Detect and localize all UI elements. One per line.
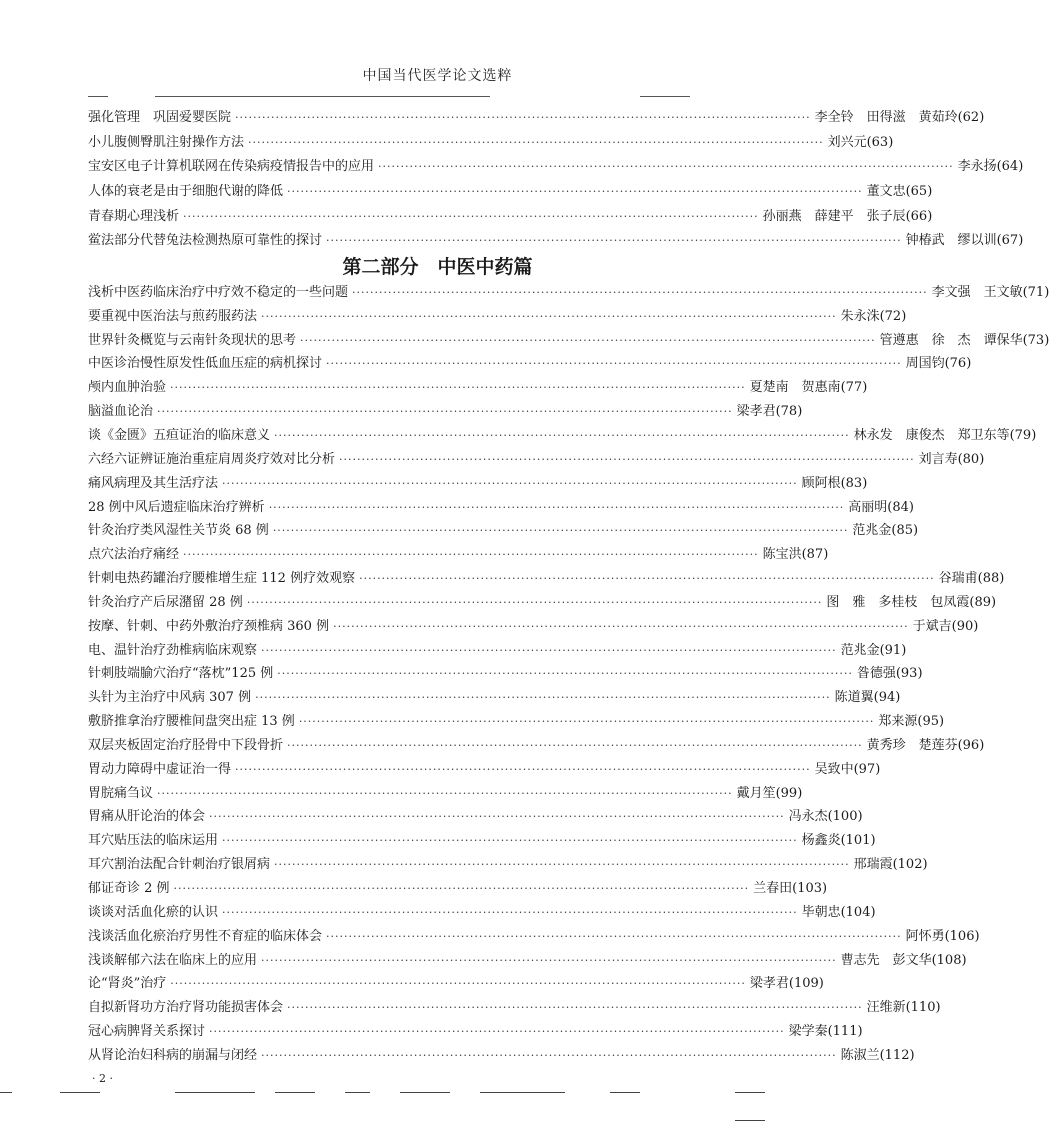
toc-entry: [88, 424, 1037, 448]
entry-authors: 李全铃 田得滋 黄茹玲: [814, 110, 958, 126]
entry-title: 谈谈对活血化瘀的认识: [88, 904, 219, 920]
toc-entry: [88, 180, 933, 205]
entry-title: 自拟新肾功方治疗肾功能损害体会: [88, 1000, 284, 1016]
dot-leader: [277, 666, 853, 682]
toc-entry: [88, 106, 985, 131]
toc-entry: [88, 782, 803, 806]
entry-authors: 昝德强: [856, 666, 896, 682]
entry-page: (64): [996, 159, 1024, 175]
dot-leader: [287, 184, 863, 200]
entry-page: (77): [840, 380, 868, 396]
toc-entry: [88, 972, 824, 996]
entry-page: (62): [957, 110, 985, 126]
entry-title: 宝安区电子计算机联网在传染病疫情报告中的应用: [88, 159, 375, 175]
toc-entry: [88, 1020, 863, 1044]
entry-title: 人体的衰老是由于细胞代谢的降低: [88, 184, 284, 200]
entry-authors: 于斌吉: [912, 618, 952, 634]
dot-leader: [255, 690, 831, 706]
entry-page: (99): [775, 785, 803, 801]
dot-leader: [300, 333, 876, 349]
entry-authors: 李永扬: [957, 159, 997, 175]
entry-title: 胃脘痛刍议: [88, 785, 154, 801]
toc-entry: [88, 281, 1049, 305]
toc-entry: [88, 472, 868, 496]
entry-page: (97): [853, 761, 881, 777]
entry-authors: 陈宝洪: [762, 547, 802, 563]
dot-leader: [261, 643, 837, 659]
entry-title: 强化管理 巩固爱婴医院: [88, 110, 232, 126]
entry-title: 耳穴贴压法的临床运用: [88, 833, 219, 849]
dot-leader: [326, 929, 902, 945]
entry-page: (94): [873, 690, 901, 706]
toc-entry: [88, 663, 923, 687]
dot-leader: [209, 1024, 785, 1040]
entry-authors: 刘兴元: [827, 134, 867, 150]
toc-entry: [88, 1044, 915, 1068]
toc-entry: [88, 877, 828, 901]
dot-leader: [269, 500, 845, 516]
entry-page: (71): [1022, 284, 1049, 300]
entry-title: 论“肾炎”治疗: [88, 976, 167, 992]
entry-authors: 曹志先 彭文华: [840, 952, 932, 968]
entry-authors: 戴月笙: [736, 785, 776, 801]
entry-authors: 范兆金: [840, 642, 880, 658]
dot-leader: [261, 1048, 837, 1064]
entry-authors: 杨鑫炎: [801, 833, 841, 849]
dot-leader: [222, 476, 798, 492]
dot-leader: [326, 233, 902, 249]
dot-leader: [359, 571, 935, 587]
entry-authors: 高丽明: [848, 499, 888, 515]
dot-leader: [378, 159, 954, 175]
entry-authors: 周国钧: [905, 356, 945, 372]
entry-title: 郁证奇诊 2 例: [88, 881, 170, 897]
entry-page: (63): [866, 134, 894, 150]
toc-entry: [88, 155, 1024, 180]
entry-page: (89): [969, 594, 997, 610]
entry-title: 六经六证辨证施治重症肩周炎疗效对比分析: [88, 451, 336, 467]
entry-authors: 汪维新: [866, 1000, 906, 1016]
toc-entry: [88, 591, 997, 615]
toc-entry: [88, 567, 1005, 591]
scan-artifact: [275, 1092, 315, 1093]
toc-entry: [88, 376, 868, 400]
entry-page: (66): [905, 208, 933, 224]
dot-leader: [183, 209, 759, 225]
entry-authors: 朱永洙: [840, 308, 880, 324]
dot-leader: [183, 547, 759, 563]
entry-page: (108): [931, 952, 967, 968]
entry-authors: 陈淑兰: [840, 1047, 880, 1063]
entry-title: 痛风病理及其生活疗法: [88, 475, 219, 491]
dot-leader: [287, 738, 863, 754]
entry-authors: 毕朝忠: [801, 904, 841, 920]
dot-leader: [157, 404, 733, 420]
dot-leader: [174, 881, 750, 897]
dot-leader: [274, 857, 850, 873]
entry-page: (85): [891, 523, 919, 539]
entry-page: (76): [944, 356, 972, 372]
toc-entry: [88, 806, 863, 830]
dot-leader: [235, 110, 811, 126]
entry-title: 脑溢血论治: [88, 404, 154, 420]
entry-page: (84): [887, 499, 914, 515]
header-rule: [155, 96, 490, 97]
entry-authors: 李文强 王文敏: [931, 284, 1023, 300]
entry-title: 胃痛从肝论治的体会: [88, 809, 206, 825]
dot-leader: [235, 762, 811, 778]
toc-entry: [88, 543, 829, 567]
entry-page: (80): [957, 451, 985, 467]
toc-entry: [88, 710, 945, 734]
entry-page: (87): [801, 547, 829, 563]
header-rule: [88, 96, 108, 97]
entry-title: 浅谈解郁六法在临床上的应用: [88, 952, 258, 968]
entry-page: (93): [895, 666, 923, 682]
toc-entry: [88, 615, 979, 639]
entry-title: 小儿腹侧臀肌注射操作方法: [88, 134, 245, 150]
entry-title: 青春期心理浅析: [88, 208, 180, 224]
entry-title: 中医诊治慢性原发性低血压症的病机探讨: [88, 356, 323, 372]
header-rule: [640, 96, 690, 97]
toc-entry: [88, 131, 894, 156]
dot-leader: [248, 135, 824, 151]
entry-authors: 吴致中: [814, 761, 854, 777]
entry-title: 谈《金匮》五疸证治的临床意义: [88, 427, 271, 443]
entry-authors: 陈道翼: [834, 690, 874, 706]
entry-page: (65): [905, 184, 933, 200]
dot-leader: [273, 523, 849, 539]
entry-authors: 邢瑞霞: [853, 857, 893, 873]
entry-title: 针灸治疗产后尿潴留 28 例: [88, 594, 243, 610]
entry-page: (106): [944, 928, 980, 944]
dot-leader: [299, 714, 875, 730]
entry-authors: 范兆金: [852, 523, 892, 539]
entry-title: 针刺肢端腧穴治疗“落枕”125 例: [88, 666, 274, 682]
entry-title: 世界针灸概览与云南针灸现状的思考: [88, 332, 297, 348]
entry-authors: 钟椿武 缪以训: [905, 233, 997, 249]
entry-authors: 梁学秦: [788, 1024, 828, 1040]
entry-title: 针刺电热药罐治疗腰椎增生症 112 例疗效观察: [88, 571, 356, 587]
entry-page: (112): [879, 1047, 915, 1063]
scan-artifact: [400, 1092, 450, 1093]
entry-title: 耳穴割治法配合针刺治疗银屑病: [88, 857, 271, 873]
entry-title: 电、温针治疗劲椎病临床观察: [88, 642, 258, 658]
entry-authors: 黄秀珍 楚莲芬: [866, 737, 958, 753]
dot-leader: [247, 595, 823, 611]
entry-authors: 刘言寿: [918, 451, 958, 467]
entry-authors: 梁孝君: [749, 976, 789, 992]
entry-title: 针灸治疗类风湿性关节炎 68 例: [88, 523, 269, 539]
running-header: 中国当代医学论文选粹: [362, 68, 513, 84]
toc-entry: [88, 901, 876, 925]
entry-authors: 孙丽燕 薛建平 张子辰: [762, 208, 906, 224]
toc-entry: [88, 949, 967, 973]
scan-artifact: [735, 1120, 765, 1121]
page-number: · 2 ·: [92, 1072, 113, 1085]
scan-artifact: [175, 1092, 255, 1093]
toc-entry: [88, 996, 941, 1020]
scan-artifact: [345, 1092, 370, 1093]
toc-entry: [88, 353, 972, 377]
entry-page: (88): [977, 571, 1005, 587]
dot-leader: [352, 285, 928, 301]
entry-page: (91): [879, 642, 907, 658]
entry-title: 鲎法部分代替兔法检测热原可靠性的探讨: [88, 233, 323, 249]
dot-leader: [287, 1000, 863, 1016]
dot-leader: [209, 809, 785, 825]
entry-authors: 顾阿根: [801, 475, 841, 491]
entry-title: 浅析中医药临床治疗中疗效不稳定的一些问题: [88, 284, 349, 300]
scan-artifact: [610, 1092, 640, 1093]
toc-entry: [88, 639, 907, 663]
entry-authors: 谷瑞甫: [938, 571, 978, 587]
scan-artifact: [480, 1092, 565, 1093]
toc-entry: [88, 519, 919, 543]
entry-page: (83): [840, 475, 868, 491]
toc-part2-list: [88, 281, 1049, 1068]
entry-authors: 董文忠: [866, 184, 906, 200]
toc-entry: [88, 829, 876, 853]
toc-entry: [88, 204, 933, 229]
entry-page: (104): [840, 904, 876, 920]
toc-part1-list: [88, 106, 1024, 254]
entry-page: (72): [879, 308, 907, 324]
entry-authors: 阿怀勇: [905, 928, 945, 944]
toc-entry: [88, 734, 985, 758]
toc-entry: [88, 496, 914, 520]
entry-authors: 兰春田: [753, 881, 793, 897]
toc-entry: [88, 853, 928, 877]
entry-page: (100): [827, 809, 863, 825]
dot-leader: [274, 428, 850, 444]
toc-entry: [88, 925, 980, 949]
entry-title: 胃动力障碍中虚证治一得: [88, 761, 232, 777]
dot-leader: [326, 356, 902, 372]
dot-leader: [157, 786, 733, 802]
entry-authors: 郑来源: [878, 714, 918, 730]
toc-entry: [88, 305, 907, 329]
scan-artifact: [0, 1092, 12, 1093]
entry-title: 浅谈活血化瘀治疗男性不育症的临床体会: [88, 928, 323, 944]
dot-leader: [339, 452, 915, 468]
entry-title: 敷脐推拿治疗腰椎间盘突出症 13 例: [88, 714, 295, 730]
scan-artifact: [735, 1092, 765, 1093]
entry-page: (67): [996, 233, 1024, 249]
entry-authors: 管遵惠 徐 杰 谭保华: [879, 332, 1023, 348]
entry-title: 头针为主治疗中风病 307 例: [88, 690, 252, 706]
toc-entry: [88, 448, 985, 472]
entry-authors: 林永发 康俊杰 郑卫东等: [853, 427, 1010, 443]
entry-title: 双层夹板固定治疗胫骨中下段骨折: [88, 737, 284, 753]
section-heading: 第二部分 中医中药篇: [342, 256, 533, 278]
entry-page: (109): [788, 976, 824, 992]
dot-leader: [222, 905, 798, 921]
entry-page: (111): [827, 1024, 863, 1040]
entry-title: 冠心病脾肾关系探讨: [88, 1024, 206, 1040]
entry-title: 要重视中医治法与煎药服药法: [88, 308, 258, 324]
toc-entry: [88, 229, 1024, 254]
entry-page: (73): [1022, 332, 1049, 348]
toc-entry: [88, 686, 901, 710]
entry-title: 按摩、针刺、中药外敷治疗颈椎病 360 例: [88, 618, 330, 634]
dot-leader: [261, 953, 837, 969]
entry-authors: 冯永杰: [788, 809, 828, 825]
entry-authors: 夏楚南 贺惠南: [749, 380, 841, 396]
entry-page: (96): [957, 737, 985, 753]
entry-page: (110): [905, 1000, 941, 1016]
entry-title: 从肾论治妇科病的崩漏与闭经: [88, 1047, 258, 1063]
entry-page: (95): [917, 714, 945, 730]
entry-title: 颅内血肿治验: [88, 380, 167, 396]
entry-title: 28 例中风后遗症临床治疗辨析: [88, 499, 265, 515]
dot-leader: [170, 380, 746, 396]
entry-page: (101): [840, 833, 876, 849]
dot-leader: [222, 833, 798, 849]
entry-page: (78): [775, 404, 803, 420]
entry-title: 点穴法治疗痛经: [88, 547, 180, 563]
dot-leader: [333, 619, 909, 635]
dot-leader: [261, 309, 837, 325]
scan-artifact: [60, 1092, 100, 1093]
toc-entry: [88, 758, 881, 782]
toc-entry: [88, 400, 803, 424]
entry-page: (90): [951, 618, 979, 634]
dot-leader: [170, 976, 746, 992]
entry-page: (102): [892, 857, 928, 873]
entry-authors: 图 雅 多桂枝 包凤霞: [826, 594, 970, 610]
entry-page: (79): [1009, 427, 1037, 443]
entry-page: (103): [792, 881, 828, 897]
entry-authors: 梁孝君: [736, 404, 776, 420]
toc-entry: [88, 329, 1049, 353]
